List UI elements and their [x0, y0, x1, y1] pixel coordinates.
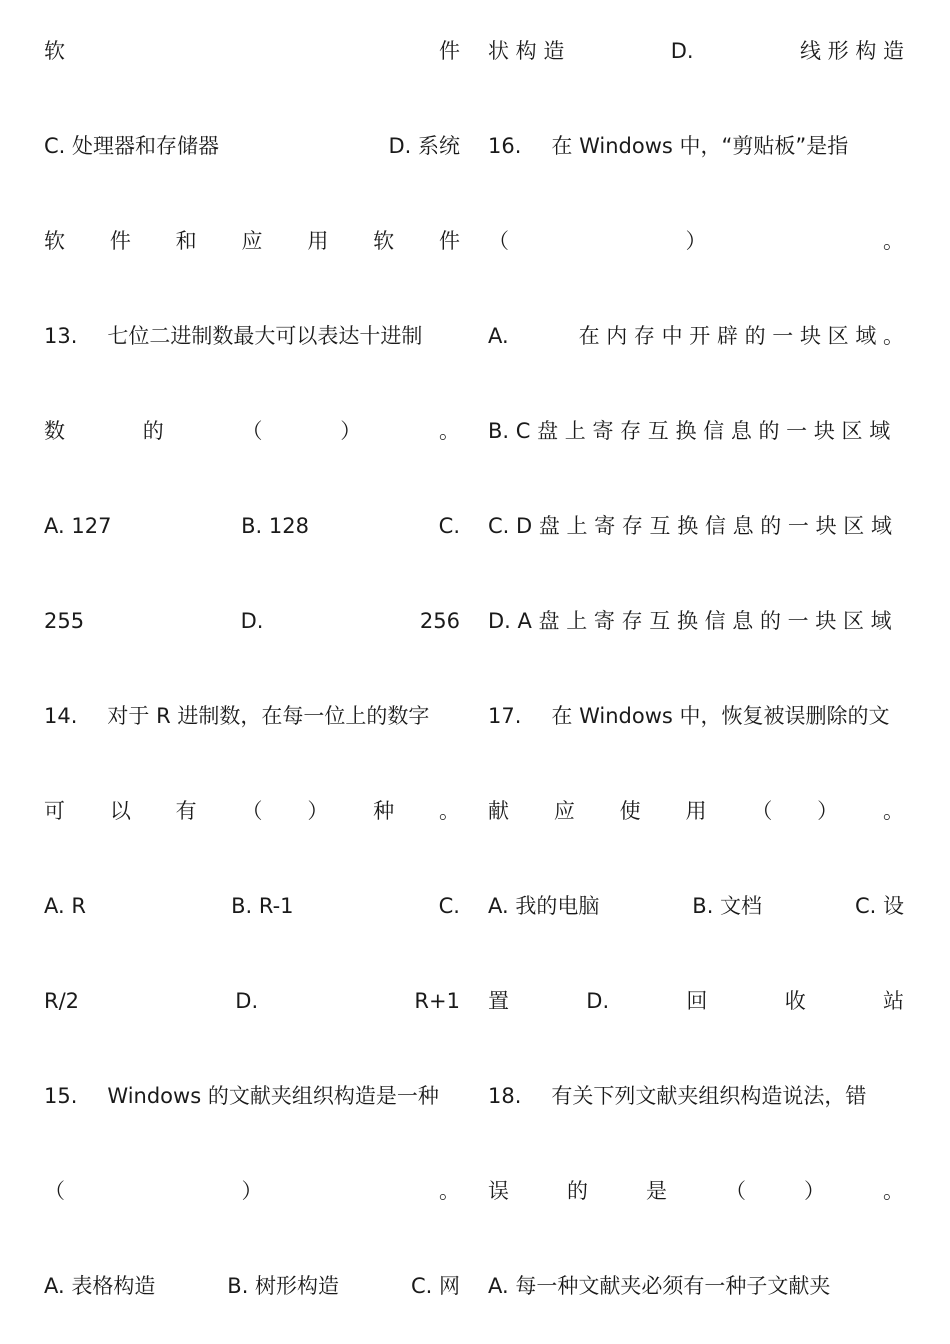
text-fragment: D. A 盘 上 寄 存 互 换 信 息 的 一 块 区 域 [488, 609, 892, 633]
text-fragment: 。 [438, 799, 460, 823]
text-fragment: 。 [883, 229, 904, 253]
text-fragment: ） [241, 1179, 263, 1203]
text-fragment: （ [241, 799, 263, 823]
text-fragment: 14. [44, 704, 78, 728]
text-fragment: 256 [419, 609, 460, 633]
text-fragment: C. [438, 894, 460, 918]
text-fragment: A. 每一种文献夹必须有一种子文献夹 [488, 1274, 831, 1298]
text-fragment: A. R [44, 894, 86, 918]
text-fragment: 在 Windows 中，恢复被误删除的文 [551, 704, 890, 728]
text-line [488, 606, 904, 636]
text-fragment: 的 [142, 419, 164, 443]
text-fragment: 16. [488, 134, 522, 158]
text-line [44, 36, 460, 66]
text-fragment: （ [488, 229, 509, 253]
text-line [44, 321, 460, 351]
text-fragment: 种 [373, 799, 395, 823]
text-fragment: 件 [438, 229, 460, 253]
text-fragment: C. 设 [854, 894, 904, 918]
text-fragment: 可 [44, 799, 65, 823]
text-line [44, 891, 460, 921]
text-fragment: C. D 盘 上 寄 存 互 换 信 息 的 一 块 区 域 [488, 514, 892, 538]
text-fragment: C. [438, 514, 460, 538]
text-fragment: 。 [439, 1179, 460, 1203]
text-fragment: D. [670, 39, 694, 63]
text-fragment: 献 [488, 799, 509, 823]
text-fragment: 以 [109, 799, 131, 823]
text-fragment: 。 [439, 419, 460, 443]
text-fragment: 在 Windows 中，“剪贴板”是指 [551, 134, 849, 158]
text-fragment: C. 处理器和存储器 [44, 134, 220, 158]
text-fragment: 255 [44, 609, 85, 633]
text-fragment: 件 [109, 229, 131, 253]
text-fragment: 置 [488, 989, 509, 1013]
text-fragment: ） [817, 799, 839, 823]
text-fragment: （ [241, 419, 263, 443]
text-fragment: 在 内 存 中 开 辟 的 一 块 区 域 。 [578, 324, 904, 348]
text-fragment: 站 [882, 989, 904, 1013]
text-fragment: 回 [686, 989, 708, 1013]
text-line [488, 986, 904, 1016]
text-fragment: 线 形 构 造 [799, 39, 904, 63]
text-fragment: 15. [44, 1084, 78, 1108]
text-fragment: 用 [685, 799, 707, 823]
text-fragment: A. 表格构造 [44, 1274, 156, 1298]
text-fragment: 收 [784, 989, 806, 1013]
text-fragment: 是 [646, 1179, 667, 1203]
text-line [44, 606, 460, 636]
text-line [488, 416, 904, 446]
text-line [488, 1176, 904, 1206]
text-line [488, 226, 904, 256]
text-fragment: A. [488, 324, 509, 348]
text-line [488, 1271, 904, 1301]
text-fragment: D. [586, 989, 610, 1013]
text-fragment: 用 [307, 229, 329, 253]
text-line [488, 511, 904, 541]
text-line [44, 1081, 460, 1111]
text-fragment: A. 127 [44, 514, 112, 538]
text-line [488, 701, 904, 731]
text-fragment: 数 [44, 419, 65, 443]
text-fragment: B. R-1 [231, 894, 294, 918]
text-fragment: 有 [175, 799, 197, 823]
text-fragment: 。 [883, 1179, 904, 1203]
text-fragment: D. [235, 989, 259, 1013]
text-fragment: 和 [175, 229, 197, 253]
text-fragment: B. C 盘 上 寄 存 互 换 信 息 的 一 块 区 域 [488, 419, 891, 443]
text-fragment: 18. [488, 1084, 522, 1108]
text-fragment: B. 树形构造 [227, 1274, 340, 1298]
text-line [44, 796, 460, 826]
text-line [488, 796, 904, 826]
text-fragment: 有关下列文献夹组织构造说法，错 [551, 1084, 867, 1108]
text-line [44, 701, 460, 731]
text-fragment: 软 [44, 229, 65, 253]
text-fragment: （ [44, 1179, 65, 1203]
text-fragment: 的 [567, 1179, 588, 1203]
text-line [44, 1176, 460, 1206]
text-fragment: 17. [488, 704, 522, 728]
text-fragment: 软 [373, 229, 395, 253]
text-line [44, 511, 460, 541]
text-fragment: 件 [439, 39, 460, 63]
text-fragment: C. 网 [410, 1274, 460, 1298]
text-line [488, 891, 904, 921]
text-fragment: Windows 的文献夹组织构造是一种 [107, 1084, 439, 1108]
text-fragment: 七位二进制数最大可以表达十进制 [107, 324, 423, 348]
text-fragment: ） [340, 419, 362, 443]
text-fragment: A. 我的电脑 [488, 894, 600, 918]
text-line [488, 36, 904, 66]
text-fragment: 状 构 造 [488, 39, 565, 63]
text-line [44, 986, 460, 1016]
text-fragment: 13. [44, 324, 78, 348]
text-line [44, 416, 460, 446]
text-line [44, 1271, 460, 1301]
text-fragment: 软 [44, 39, 65, 63]
text-line [44, 131, 460, 161]
text-line [488, 1081, 904, 1111]
text-fragment: ） [307, 799, 329, 823]
text-fragment: （ [725, 1179, 746, 1203]
text-fragment: ） [685, 229, 707, 253]
text-fragment: 对于 R 进制数，在每一位上的数字 [107, 704, 430, 728]
text-line [44, 226, 460, 256]
text-line [488, 321, 904, 351]
text-fragment: R+1 [414, 989, 460, 1013]
text-fragment: ） [804, 1179, 825, 1203]
text-fragment: R/2 [44, 989, 80, 1013]
text-fragment: 应 [553, 799, 575, 823]
text-fragment: B. 文档 [692, 894, 763, 918]
text-line [488, 131, 904, 161]
text-fragment: 使 [619, 799, 641, 823]
text-fragment: 应 [241, 229, 263, 253]
text-fragment: D. 系统 [388, 134, 460, 158]
text-fragment: （ [751, 799, 773, 823]
text-fragment: D. [240, 609, 264, 633]
text-fragment: 误 [488, 1179, 509, 1203]
text-fragment: 。 [882, 799, 904, 823]
text-fragment: B. 128 [241, 514, 309, 538]
